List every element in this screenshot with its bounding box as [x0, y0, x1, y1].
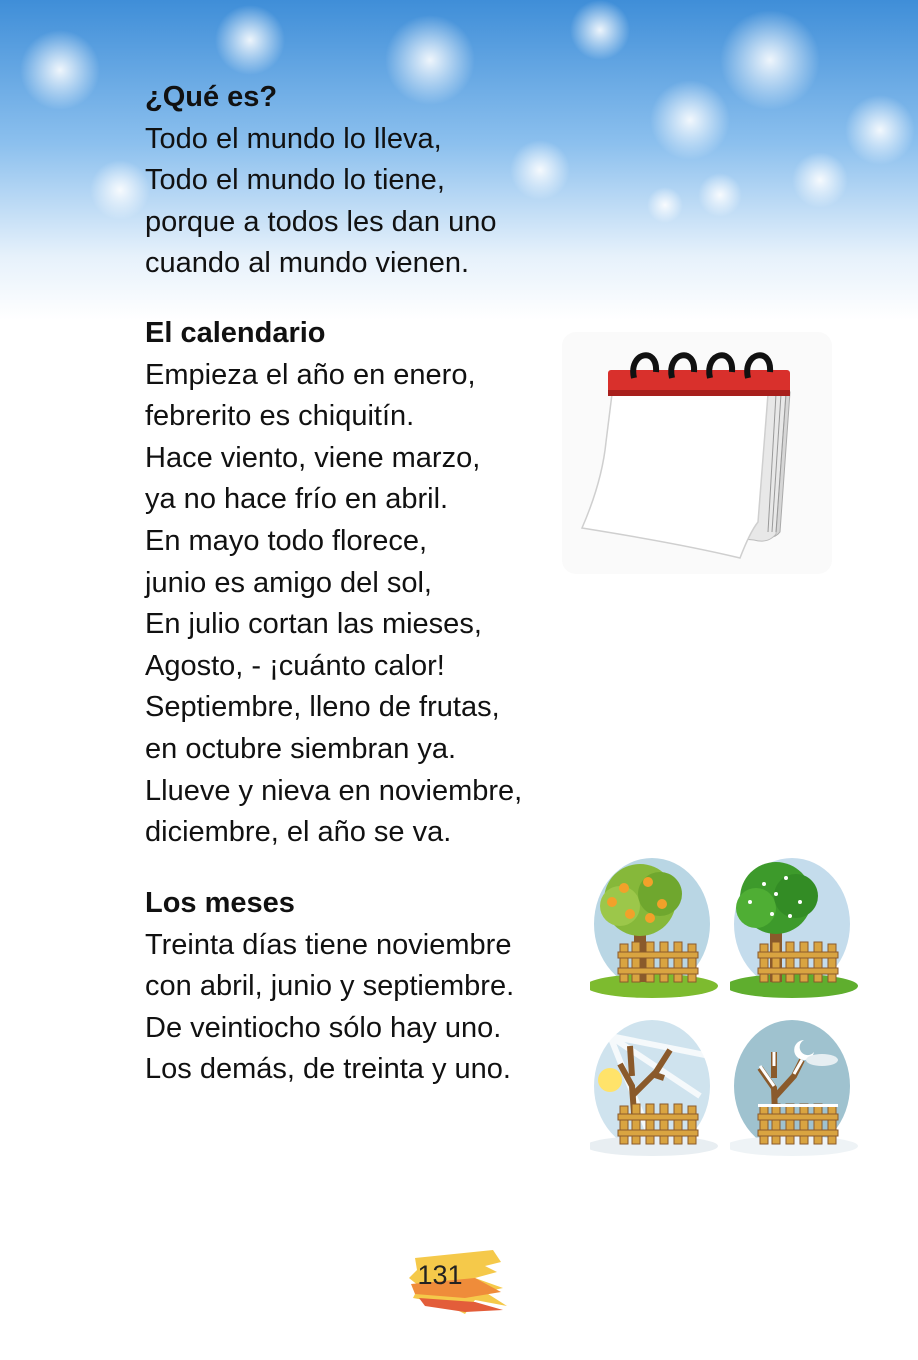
poem-line: Empieza el año en enero,: [145, 358, 476, 391]
poem-line: porque a todos les dan uno: [145, 205, 497, 238]
poem-el-calendario: [145, 313, 522, 854]
page-number-badge: [405, 1248, 510, 1320]
poem-line: con abril, junio y septiembre.: [145, 970, 515, 1003]
seasons-illustration: [590, 858, 865, 1158]
spring-tree-icon: [730, 858, 860, 1000]
poem-line: En mayo todo florece,: [145, 524, 428, 557]
poem-line: Todo el mundo lo lleva,: [145, 122, 442, 155]
page-number: 131: [417, 1260, 463, 1290]
poem-title: El calendario: [145, 317, 326, 349]
poem-line: Agosto, - ¡cuánto calor!: [145, 649, 445, 682]
poem-line: Los demás, de treinta y uno.: [145, 1053, 511, 1086]
winter-tree-icon: [730, 1016, 860, 1158]
poem-line: febrerito es chiquitín.: [145, 400, 415, 433]
poem-line: Septiembre, lleno de frutas,: [145, 691, 500, 724]
autumn-tree-icon: [590, 858, 720, 1000]
poem-line: Treinta días tiene noviembre: [145, 928, 512, 961]
calendar-icon: [562, 332, 832, 574]
poem-line: De veintiocho sólo hay uno.: [145, 1011, 502, 1044]
poem-line: diciembre, el año se va.: [145, 816, 452, 849]
poem-line: Llueve y nieva en noviembre,: [145, 774, 523, 807]
poem-title: ¿Qué es?: [145, 81, 278, 113]
poem-los-meses: [145, 883, 514, 1091]
poem-line: En julio cortan las mieses,: [145, 608, 482, 641]
poem-line: Hace viento, viene marzo,: [145, 441, 481, 474]
poem-line: cuando al mundo vienen.: [145, 247, 470, 280]
poem-line: junio es amigo del sol,: [145, 566, 432, 599]
poem-line: en octubre siembran ya.: [145, 732, 457, 765]
poem-title: Los meses: [145, 887, 295, 919]
poem-line: Todo el mundo lo tiene,: [145, 164, 445, 197]
poem-line: ya no hace frío en abril.: [145, 483, 449, 516]
bare-tree-sun-icon: [590, 1016, 720, 1158]
poem-que-es: [145, 77, 497, 285]
